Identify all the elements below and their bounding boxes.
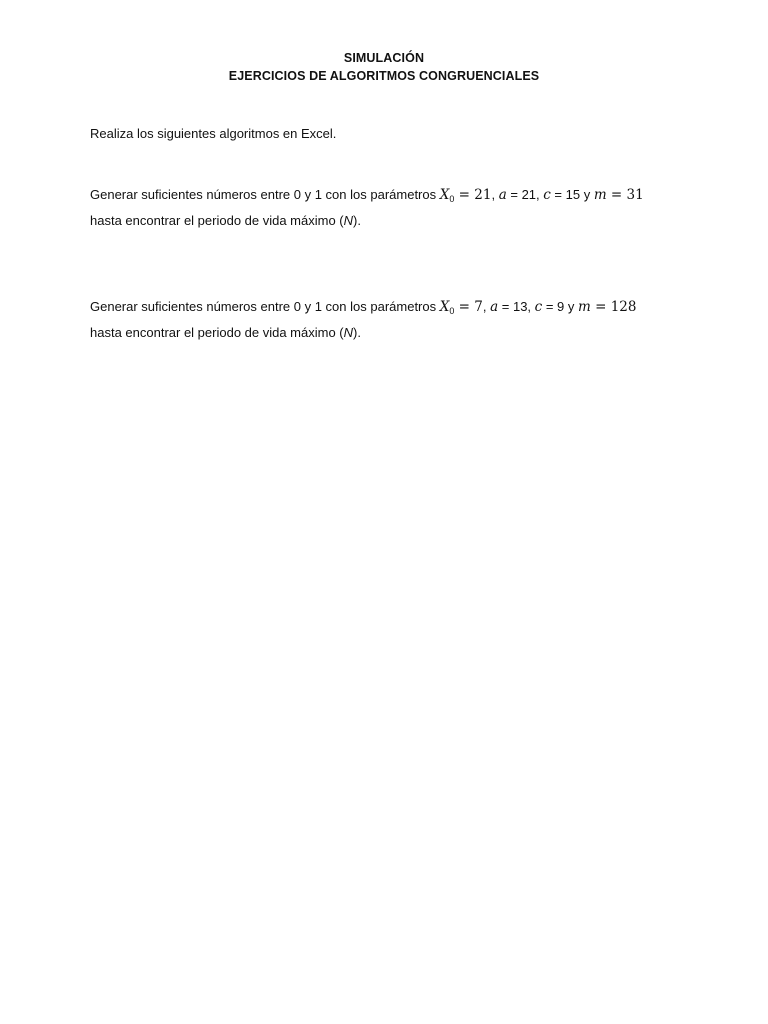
- document-title: SIMULACIÓN: [343, 51, 425, 65]
- exercise-2-m-value: = 128: [590, 299, 637, 315]
- exercise-1-line-2: [90, 210, 690, 231]
- exercise-2-lead: Generar suficientes números entre 0 y 1 con los parámetros: [90, 299, 440, 314]
- exercise-2-x-value: = 7: [454, 299, 483, 315]
- exercise-1-c-value: = 15 y: [550, 187, 594, 202]
- exercise-1-a-value: = 21,: [506, 187, 544, 202]
- exercise-1-x-subscript: 0: [449, 194, 455, 204]
- exercise-1: [90, 184, 690, 231]
- exercise-1-m-var: m: [593, 187, 607, 203]
- exercise-1-lead: Generar suficientes números entre 0 y 1 con los parámetros: [90, 187, 440, 202]
- exercise-1-line2-post: ).: [353, 213, 361, 228]
- exercise-2-line-2: [90, 322, 690, 343]
- exercise-2-line2-pre: hasta encontrar el periodo de vida máximo (: [90, 325, 344, 340]
- exercise-1-line2-pre: hasta encontrar el periodo de vida máximo (: [90, 213, 344, 228]
- exercise-2: [90, 296, 690, 343]
- document-header: [0, 49, 768, 85]
- exercise-1-a-var: a: [498, 187, 507, 203]
- exercise-2-n-var: N: [343, 325, 354, 340]
- exercise-2-c-value: = 9 y: [542, 299, 578, 314]
- exercise-1-x-value: = 21: [454, 187, 492, 203]
- exercise-1-sep: ,: [491, 187, 499, 202]
- exercise-2-a-var: a: [490, 299, 499, 315]
- document-subtitle: EJERCICIOS DE ALGORITMOS CONGRUENCIALES: [228, 69, 540, 83]
- exercise-1-line-1: [90, 184, 690, 210]
- exercise-2-line2-post: ).: [353, 325, 361, 340]
- exercise-2-line-1: [90, 296, 690, 322]
- exercise-2-m-var: m: [578, 299, 591, 315]
- exercise-2-x-var: X: [439, 299, 450, 315]
- exercise-2-sep: ,: [482, 299, 491, 314]
- exercise-2-c-var: c: [534, 299, 543, 315]
- intro-paragraph: Realiza los siguientes algoritmos en Excel.: [90, 126, 337, 141]
- exercise-1-x-var: X: [439, 187, 450, 203]
- exercise-2-a-value: = 13,: [498, 299, 535, 314]
- exercise-1-n-var: N: [343, 213, 354, 228]
- exercise-1-m-value: = 31: [606, 187, 644, 203]
- exercise-2-x-subscript: 0: [449, 306, 455, 316]
- exercise-1-c-var: c: [543, 187, 551, 203]
